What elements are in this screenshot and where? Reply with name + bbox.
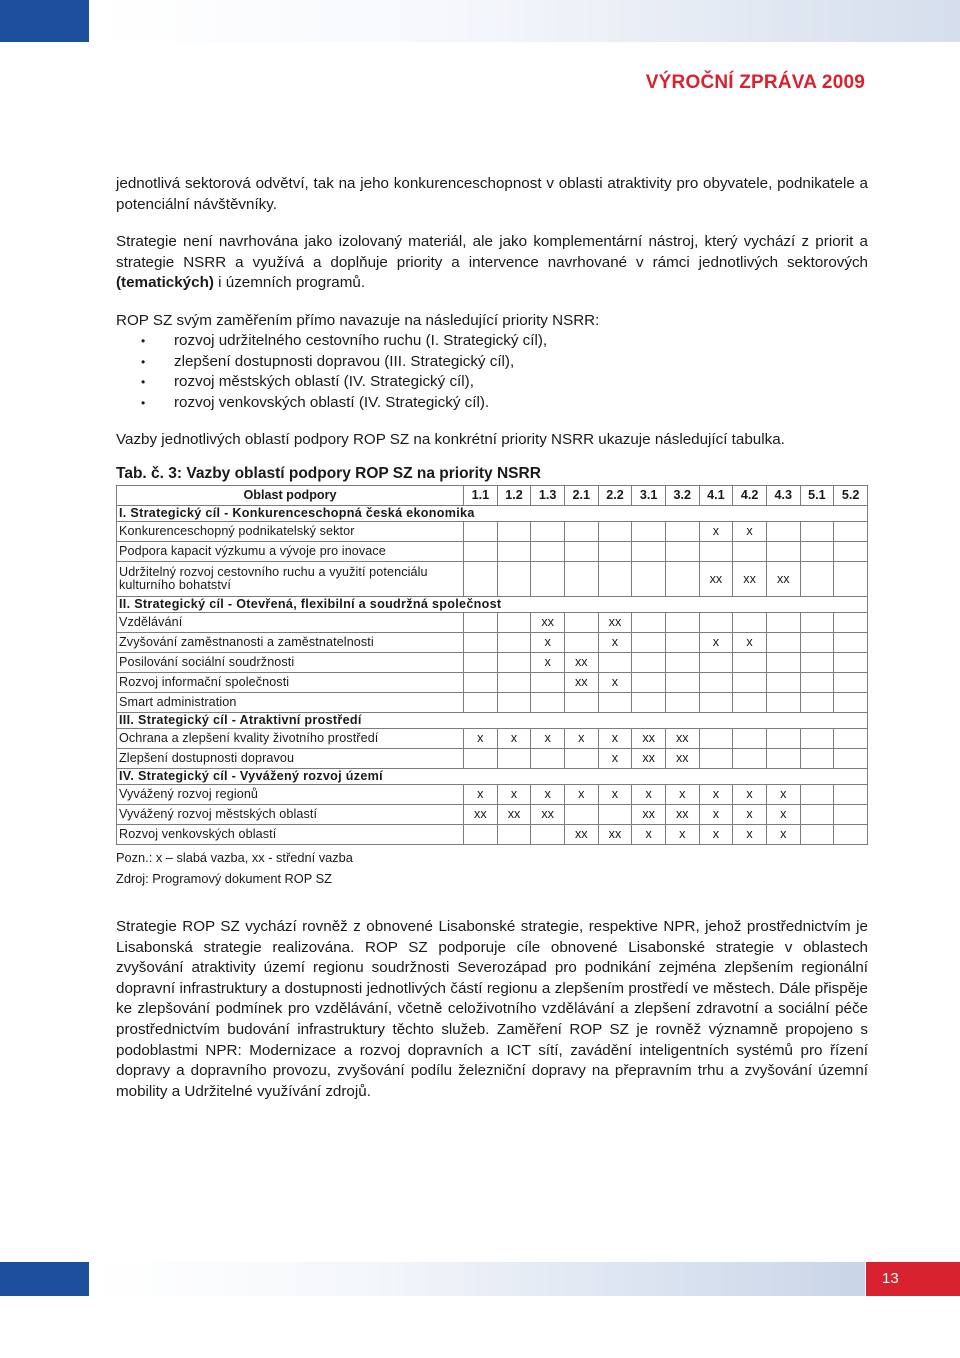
table-cell bbox=[497, 693, 531, 713]
table-cell bbox=[834, 633, 868, 653]
row-label: Vzdělávání bbox=[117, 613, 464, 633]
table-cell bbox=[733, 542, 767, 562]
table-cell bbox=[800, 825, 834, 845]
section-label: IV. Strategický cíl - Vyvážený rozvoj území bbox=[117, 769, 868, 785]
table-cell bbox=[699, 613, 733, 633]
table-cell: x bbox=[766, 785, 800, 805]
paragraph-2-text-a: Strategie není navrhována jako izolovaný materiál, ale jako komplementární nástroj, který vychází z priorit a strategie NSRR a využívá a doplňuje priority a intervence navrhované v rámci jednotlivých sektorových bbox=[116, 233, 868, 271]
list-item: • zlepšení dostupnosti dopravou (III. Strategický cíl), bbox=[116, 352, 868, 373]
table-cell bbox=[632, 693, 666, 713]
table-cell bbox=[497, 562, 531, 597]
table-cell bbox=[699, 693, 733, 713]
table-row bbox=[117, 693, 868, 713]
table-cell bbox=[632, 542, 666, 562]
table-cell bbox=[464, 749, 498, 769]
table-cell bbox=[598, 562, 632, 597]
column-header: 1.3 bbox=[531, 486, 565, 506]
table-section-row bbox=[117, 713, 868, 729]
table-section-row bbox=[117, 597, 868, 613]
paragraph-2-text-b: i územních programů. bbox=[218, 274, 366, 291]
table-cell bbox=[733, 613, 767, 633]
priorities-list bbox=[116, 331, 868, 413]
table-cell bbox=[800, 729, 834, 749]
column-header: 5.1 bbox=[800, 486, 834, 506]
table-cell bbox=[800, 749, 834, 769]
table-cell bbox=[531, 825, 565, 845]
table-cell bbox=[564, 633, 598, 653]
table-cell bbox=[766, 522, 800, 542]
row-label: Rozvoj venkovských oblastí bbox=[117, 825, 464, 845]
table-cell bbox=[464, 653, 498, 673]
table-cell bbox=[800, 785, 834, 805]
table-cell bbox=[834, 749, 868, 769]
table-cell bbox=[766, 542, 800, 562]
table-cell: x bbox=[531, 633, 565, 653]
table-cell bbox=[665, 693, 699, 713]
table-cell: x bbox=[733, 825, 767, 845]
table-cell: x bbox=[598, 673, 632, 693]
column-header: 2.1 bbox=[564, 486, 598, 506]
table-cell: x bbox=[497, 785, 531, 805]
table-cell: x bbox=[699, 522, 733, 542]
table-cell: xx bbox=[766, 562, 800, 597]
table-cell bbox=[800, 522, 834, 542]
list-item: • rozvoj udržitelného cestovního ruchu (I. Strategický cíl), bbox=[116, 331, 868, 352]
table-cell: xx bbox=[632, 805, 666, 825]
table-cell bbox=[531, 562, 565, 597]
row-label: Posilování sociální soudržnosti bbox=[117, 653, 464, 673]
table-row bbox=[117, 785, 868, 805]
table-cell bbox=[564, 805, 598, 825]
table-cell bbox=[564, 613, 598, 633]
table-cell: x bbox=[699, 805, 733, 825]
column-header-area: Oblast podpory bbox=[117, 486, 464, 506]
row-label: Ochrana a zlepšení kvality životního prostředí bbox=[117, 729, 464, 749]
column-header: 4.3 bbox=[766, 486, 800, 506]
row-label: Udržitelný rozvoj cestovního ruchu a využití potenciálu kulturního bohatství bbox=[117, 562, 464, 597]
table-cell bbox=[766, 673, 800, 693]
table-cell: xx bbox=[497, 805, 531, 825]
table-cell bbox=[564, 749, 598, 769]
table-cell bbox=[464, 613, 498, 633]
paragraph-5: Strategie ROP SZ vychází rovněž z obnovené Lisabonské strategie, respektive NPR, jehož prostřednictvím je Lisabonská strategie realizována. ROP SZ podporuje cíle obnovené Lisabonské strategie v oblastech zvyšování atraktivity území regionu soudržnosti Severozápad pro podnikání zejména zlepšením regionální dopravní infrastruktury a dostupnosti jednotlivých částí regionu a zlepšením prostředí ve městech. Dále přispěje ke zlepšování podmínek pro vzdělávání, včetně celoživotního vzdělávání a zlepšení zdravotní a sociální péče prostřednictvím budování infrastruktury těchto služeb. Zaměření ROP SZ je rovněž významně propojeno s podoblastmi NPR: Modernizace a rozvoj dopravních a ICT sítí, zavádění inteligentních systémů pro řízení dopravy a dopravního provozu, zvyšování podílu železniční dopravy na přepravním trhu a zvyšování územní mobility a Udržitelné využívání zdrojů. bbox=[116, 918, 868, 1100]
row-label: Rozvoj informační společnosti bbox=[117, 673, 464, 693]
table-cell bbox=[531, 693, 565, 713]
header-blue-block bbox=[0, 0, 89, 42]
table-cell bbox=[665, 562, 699, 597]
table-cell bbox=[497, 542, 531, 562]
table-cell bbox=[665, 613, 699, 633]
table-cell bbox=[464, 562, 498, 597]
table-cell bbox=[464, 542, 498, 562]
table-cell bbox=[834, 562, 868, 597]
table-cell bbox=[733, 653, 767, 673]
table-row bbox=[117, 613, 868, 633]
table-cell bbox=[800, 562, 834, 597]
table-cell: x bbox=[733, 633, 767, 653]
table-cell bbox=[800, 542, 834, 562]
footer-blue-block bbox=[0, 1262, 89, 1296]
table-header-row bbox=[117, 486, 868, 506]
table-cell bbox=[699, 729, 733, 749]
table-cell bbox=[766, 613, 800, 633]
table-cell bbox=[665, 542, 699, 562]
paragraph-2 bbox=[116, 232, 868, 294]
page-content bbox=[116, 174, 868, 1119]
table-row bbox=[117, 673, 868, 693]
column-header: 1.2 bbox=[497, 486, 531, 506]
table-row bbox=[117, 522, 868, 542]
table-cell bbox=[531, 673, 565, 693]
table-cell bbox=[766, 633, 800, 653]
table-cell bbox=[800, 805, 834, 825]
row-label: Vyvážený rozvoj regionů bbox=[117, 785, 464, 805]
table-cell bbox=[464, 633, 498, 653]
table-cell bbox=[766, 729, 800, 749]
column-header: 3.2 bbox=[665, 486, 699, 506]
table-cell bbox=[800, 673, 834, 693]
table-cell bbox=[665, 673, 699, 693]
column-header: 4.2 bbox=[733, 486, 767, 506]
table-cell bbox=[564, 693, 598, 713]
table-cell: xx bbox=[564, 653, 598, 673]
table-cell bbox=[598, 653, 632, 673]
table-cell bbox=[699, 749, 733, 769]
section-label: II. Strategický cíl - Otevřená, flexibilní a soudržná společnost bbox=[117, 597, 868, 613]
table-cell: x bbox=[766, 825, 800, 845]
table-cell: x bbox=[699, 633, 733, 653]
table-cell: xx bbox=[665, 749, 699, 769]
table-cell: x bbox=[699, 825, 733, 845]
table-cell: x bbox=[497, 729, 531, 749]
table-cell bbox=[531, 522, 565, 542]
table-cell bbox=[766, 749, 800, 769]
table-cell: x bbox=[632, 825, 666, 845]
table-cell: x bbox=[665, 785, 699, 805]
table-cell bbox=[834, 785, 868, 805]
table-cell bbox=[632, 633, 666, 653]
table-cell: xx bbox=[665, 729, 699, 749]
table-cell: x bbox=[464, 785, 498, 805]
table-cell bbox=[766, 693, 800, 713]
table-cell: xx bbox=[733, 562, 767, 597]
table-cell bbox=[699, 673, 733, 693]
table-cell bbox=[733, 729, 767, 749]
table-cell bbox=[497, 653, 531, 673]
table-row bbox=[117, 653, 868, 673]
table-cell: x bbox=[531, 653, 565, 673]
table-cell: x bbox=[733, 785, 767, 805]
footer-gradient-bar bbox=[95, 1262, 865, 1296]
table-cell bbox=[766, 653, 800, 673]
table-cell: x bbox=[464, 729, 498, 749]
table-cell: xx bbox=[531, 805, 565, 825]
table-cell bbox=[632, 522, 666, 542]
table-cell bbox=[598, 805, 632, 825]
table-section-row bbox=[117, 769, 868, 785]
table-cell: x bbox=[598, 785, 632, 805]
header-gradient-bar bbox=[95, 0, 960, 42]
list-item: • rozvoj městských oblastí (IV. Strategický cíl), bbox=[116, 372, 868, 393]
table-cell bbox=[665, 653, 699, 673]
priorities-lead: ROP SZ svým zaměřením přímo navazuje na následující priority NSRR: bbox=[116, 311, 600, 329]
table-cell: xx bbox=[632, 749, 666, 769]
table-body bbox=[117, 506, 868, 845]
page-number: 13 bbox=[866, 1262, 960, 1296]
table-cell bbox=[834, 805, 868, 825]
table-cell: xx bbox=[564, 673, 598, 693]
table-cell: x bbox=[564, 729, 598, 749]
table-cell bbox=[834, 825, 868, 845]
table-cell bbox=[699, 653, 733, 673]
table-cell bbox=[632, 653, 666, 673]
table-cell bbox=[598, 542, 632, 562]
table-cell bbox=[699, 542, 733, 562]
table-cell bbox=[733, 749, 767, 769]
row-label: Zvyšování zaměstnanosti a zaměstnatelnosti bbox=[117, 633, 464, 653]
table-cell bbox=[834, 693, 868, 713]
row-label: Smart administration bbox=[117, 693, 464, 713]
table-cell bbox=[665, 633, 699, 653]
table-cell bbox=[834, 542, 868, 562]
column-header: 4.1 bbox=[699, 486, 733, 506]
table-cell bbox=[834, 613, 868, 633]
table-cell bbox=[497, 633, 531, 653]
table-cell bbox=[564, 522, 598, 542]
table-cell bbox=[800, 653, 834, 673]
table-cell: xx bbox=[598, 613, 632, 633]
section-label: III. Strategický cíl - Atraktivní prostředí bbox=[117, 713, 868, 729]
table-cell: x bbox=[733, 805, 767, 825]
row-label: Zlepšení dostupnosti dopravou bbox=[117, 749, 464, 769]
list-item: • rozvoj venkovských oblastí (IV. Strategický cíl). bbox=[116, 393, 868, 414]
table-cell bbox=[464, 673, 498, 693]
paragraph-1: jednotlivá sektorová odvětví, tak na jeho konkurenceschopnost v oblasti atraktivity pro obyvatele, podnikatele a potenciální návštěvníky. bbox=[116, 175, 868, 213]
table-row bbox=[117, 562, 868, 597]
table-note: Pozn.: x – slabá vazba, xx - střední vazba bbox=[116, 850, 353, 865]
table-cell bbox=[800, 693, 834, 713]
nsrr-table bbox=[116, 485, 868, 845]
table-cell bbox=[800, 633, 834, 653]
table-cell: x bbox=[531, 785, 565, 805]
table-cell: xx bbox=[699, 562, 733, 597]
table-cell bbox=[632, 613, 666, 633]
section-label: I. Strategický cíl - Konkurenceschopná česká ekonomika bbox=[117, 506, 868, 522]
table-cell bbox=[632, 562, 666, 597]
table-row bbox=[117, 542, 868, 562]
table-cell bbox=[800, 613, 834, 633]
table-cell: xx bbox=[564, 825, 598, 845]
table-cell: x bbox=[665, 825, 699, 845]
table-cell bbox=[598, 522, 632, 542]
table-cell: xx bbox=[632, 729, 666, 749]
table-cell bbox=[733, 673, 767, 693]
table-cell bbox=[497, 825, 531, 845]
table-cell bbox=[464, 693, 498, 713]
table-cell bbox=[497, 673, 531, 693]
report-title: VÝROČNÍ ZPRÁVA 2009 bbox=[645, 72, 865, 93]
table-cell bbox=[464, 522, 498, 542]
table-cell bbox=[598, 693, 632, 713]
table-cell bbox=[531, 542, 565, 562]
table-cell bbox=[733, 693, 767, 713]
table-cell: x bbox=[598, 749, 632, 769]
column-header: 1.1 bbox=[464, 486, 498, 506]
table-title: Tab. č. 3: Vazby oblastí podpory ROP SZ na priority NSRR bbox=[116, 464, 541, 482]
table-cell bbox=[834, 729, 868, 749]
table-cell bbox=[464, 825, 498, 845]
row-label: Vyvážený rozvoj městských oblastí bbox=[117, 805, 464, 825]
paragraph-2-bold: (tematických) bbox=[116, 274, 214, 291]
table-cell: xx bbox=[464, 805, 498, 825]
table-row bbox=[117, 729, 868, 749]
column-header: 5.2 bbox=[834, 486, 868, 506]
table-cell bbox=[632, 673, 666, 693]
row-label: Podpora kapacit výzkumu a vývoje pro inovace bbox=[117, 542, 464, 562]
table-cell bbox=[834, 673, 868, 693]
table-cell bbox=[497, 749, 531, 769]
table-row bbox=[117, 749, 868, 769]
table-cell: x bbox=[632, 785, 666, 805]
table-cell bbox=[665, 522, 699, 542]
table-cell bbox=[834, 653, 868, 673]
table-cell bbox=[564, 562, 598, 597]
table-cell: x bbox=[598, 633, 632, 653]
table-cell: xx bbox=[665, 805, 699, 825]
table-cell: xx bbox=[598, 825, 632, 845]
table-section-row bbox=[117, 506, 868, 522]
table-cell: xx bbox=[531, 613, 565, 633]
table-cell: x bbox=[564, 785, 598, 805]
column-header: 2.2 bbox=[598, 486, 632, 506]
table-cell bbox=[497, 613, 531, 633]
table-cell: x bbox=[598, 729, 632, 749]
table-cell bbox=[531, 749, 565, 769]
table-cell: x bbox=[733, 522, 767, 542]
table-cell bbox=[834, 522, 868, 542]
table-cell: x bbox=[766, 805, 800, 825]
table-row bbox=[117, 825, 868, 845]
table-cell: x bbox=[531, 729, 565, 749]
table-row bbox=[117, 805, 868, 825]
table-source: Zdroj: Programový dokument ROP SZ bbox=[116, 871, 332, 886]
table-cell: x bbox=[699, 785, 733, 805]
row-label: Konkurenceschopný podnikatelský sektor bbox=[117, 522, 464, 542]
table-cell bbox=[564, 542, 598, 562]
paragraph-4: Vazby jednotlivých oblastí podpory ROP SZ na konkrétní priority NSRR ukazuje následující tabulka. bbox=[116, 431, 785, 448]
table-cell bbox=[497, 522, 531, 542]
column-header: 3.1 bbox=[632, 486, 666, 506]
table-row bbox=[117, 633, 868, 653]
